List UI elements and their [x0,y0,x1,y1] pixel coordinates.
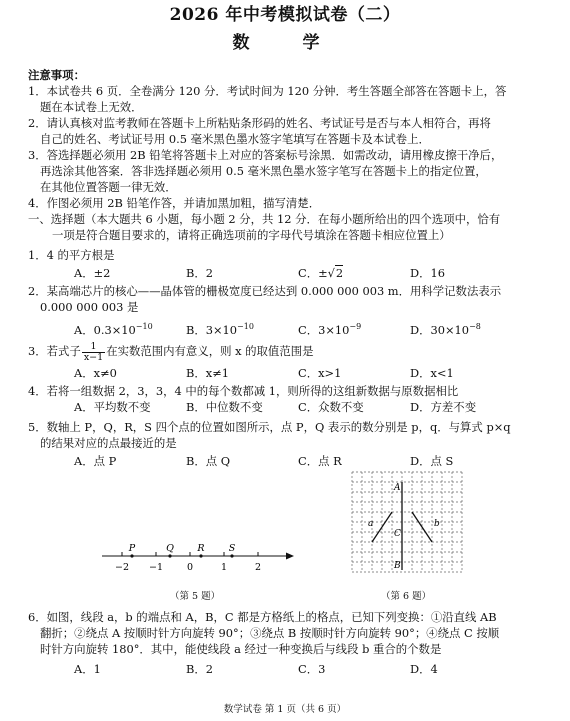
tick-label: 2 [254,562,262,573]
question-5-stem: 5．数轴上 P，Q，R，S 四个点的位置如图所示，点 P，Q 表示的数分别是 p，q．与算式 p×q [28,420,511,434]
q6-option-d: D．4 [410,662,438,676]
q5-option-a: A．点 P [74,454,117,468]
point-p [130,554,133,557]
label-c-point: C [394,529,401,539]
section-heading-cont: 一项是符合题目要求的，请将正确选项前的字母代号填涂在答题卡相应位置上） [52,228,451,242]
q3-option-b: B．x≠1 [186,366,229,380]
q4-option-a: A．平均数不变 [74,400,151,414]
q2-option-a: A．$0.3\times 10^{-10}$ [74,322,153,337]
question-6-stem-cont: 时针方向旋转 180°．其中，能使线段 a 经过一种变换后与线段 b 重合的个数是 [40,642,442,656]
tick-label: 0 [186,562,194,573]
figure-5-caption: （第 5 题） [170,591,221,602]
section-heading: 一、选择题（本大题共 6 小题，每小题 2 分，共 12 分．在每小题所给出的四个选项中，恰有 [28,212,501,226]
tick-label: −1 [148,562,164,573]
notice-heading: 注意事项： [28,68,85,82]
notice-line: 再选涂其他答案．答非选择题必须用 0.5 毫米黑色墨水签字笔写在答题卡上的指定位置， [40,164,487,178]
q1-option-c: C．±√2 [298,266,344,280]
q3-option-c: C．x>1 [298,366,342,380]
question-2-stem: 2．某高端芯片的核心——晶体管的栅极宽度已经达到 0.000 000 003 m．用科学记数法表示 [28,284,502,298]
q6-option-a: A．1 [74,662,101,676]
notice-line: 3．答选择题必须用 2B 铅笔将答题卡上对应的答案标号涂黑．如需改动，请用橡皮擦干净后， [28,148,503,162]
notice-line: 自己的姓名、考试证号用 0.5 毫米黑色墨水签字笔填写在答题卡及本试卷上． [40,132,430,146]
fraction: $\frac{1}{x-1}$ [83,340,104,363]
point-q [168,554,171,557]
notice-line: 在其他位置答题一律无效． [40,180,177,194]
label-b-point: B [394,561,401,571]
point-label: Q [166,543,174,554]
q6-option-b: B．2 [186,662,214,676]
radicand: 2 [335,266,344,280]
q2-option-d: D．$30\times 10^{-8}$ [410,322,481,337]
notice-line: 1．本试卷共 6 页．全卷满分 120 分．考试时间为 120 分钟．考生答题全部答在答题卡上，答 [28,84,507,98]
axis-arrow-icon [286,553,294,560]
notice-line: 4．作图必须用 2B 铅笔作答，并请加黑加粗，描写清楚． [28,196,321,210]
tick-label: −2 [114,562,130,573]
question-3-stem: 3．若式子 $\frac{1}{x-1}$ 在实数范围内有意义，则 x 的取值范围是 [28,340,314,363]
q2-option-b: B．$3\times 10^{-10}$ [186,322,254,337]
q4-option-b: B．中位数不变 [186,400,263,414]
q5-option-c: C．点 R [298,454,342,468]
question-5-stem-cont: 的结果对应的点最接近的是 [40,436,177,450]
notice-line: 题在本试卷上无效． [40,100,143,114]
figure-6-grid [350,470,470,582]
figure-6-caption: （第 6 题） [381,591,432,602]
q4-option-c: C．众数不变 [298,400,364,414]
notice-line: 2．请认真核对监考教师在答题卡上所粘贴条形码的姓名、考试证号是否与本人相符合，再将 [28,116,491,130]
q5-option-d: D．点 S [410,454,454,468]
subject-title: 数 学 [232,33,338,53]
q3-option-d: D．x<1 [410,366,454,380]
q1-option-b: B．2 [186,266,214,280]
q6-option-c: C．3 [298,662,326,676]
page-title: 2026 年中考模拟试卷（二） [169,5,401,25]
page-footer: 数学试卷 第 1 页（共 6 页） [223,704,347,715]
figure-5-number-line [100,540,300,580]
question-4-stem: 4．若将一组数据 2，3，3，4 中的每个数都减 1，则所得的这组新数据与原数据相比 [28,384,459,398]
q4-option-d: D．方差不变 [410,400,477,414]
q1-option-d: D．16 [410,266,446,280]
label-a-point: A [394,483,401,493]
point-r [199,554,202,557]
label-segment-a: a [368,519,374,529]
question-6-stem-cont: 翻折；②绕点 A 按顺时针方向旋转 90°；③绕点 B 按顺时针方向旋转 90°；④绕点 C 按顺 [40,626,500,640]
question-2-stem-cont: 0.000 000 003 是 [40,300,139,314]
label-segment-b: b [434,519,440,529]
point-label: S [228,543,236,554]
tick-label: 1 [220,562,228,573]
question-6-stem: 6．如图，线段 a，b 的端点和 A，B，C 都是方格纸上的格点，已知下列变换：①沿直线 AB [28,610,497,624]
q3-option-a: A．x≠0 [74,366,117,380]
q2-option-c: C．$3\times 10^{-9}$ [298,322,362,337]
q5-option-b: B．点 Q [186,454,231,468]
question-1-stem: 1．4 的平方根是 [28,248,115,262]
point-label: R [197,543,205,554]
point-s [230,554,233,557]
point-label: P [128,543,136,554]
q1-option-a: A．±2 [74,266,111,280]
